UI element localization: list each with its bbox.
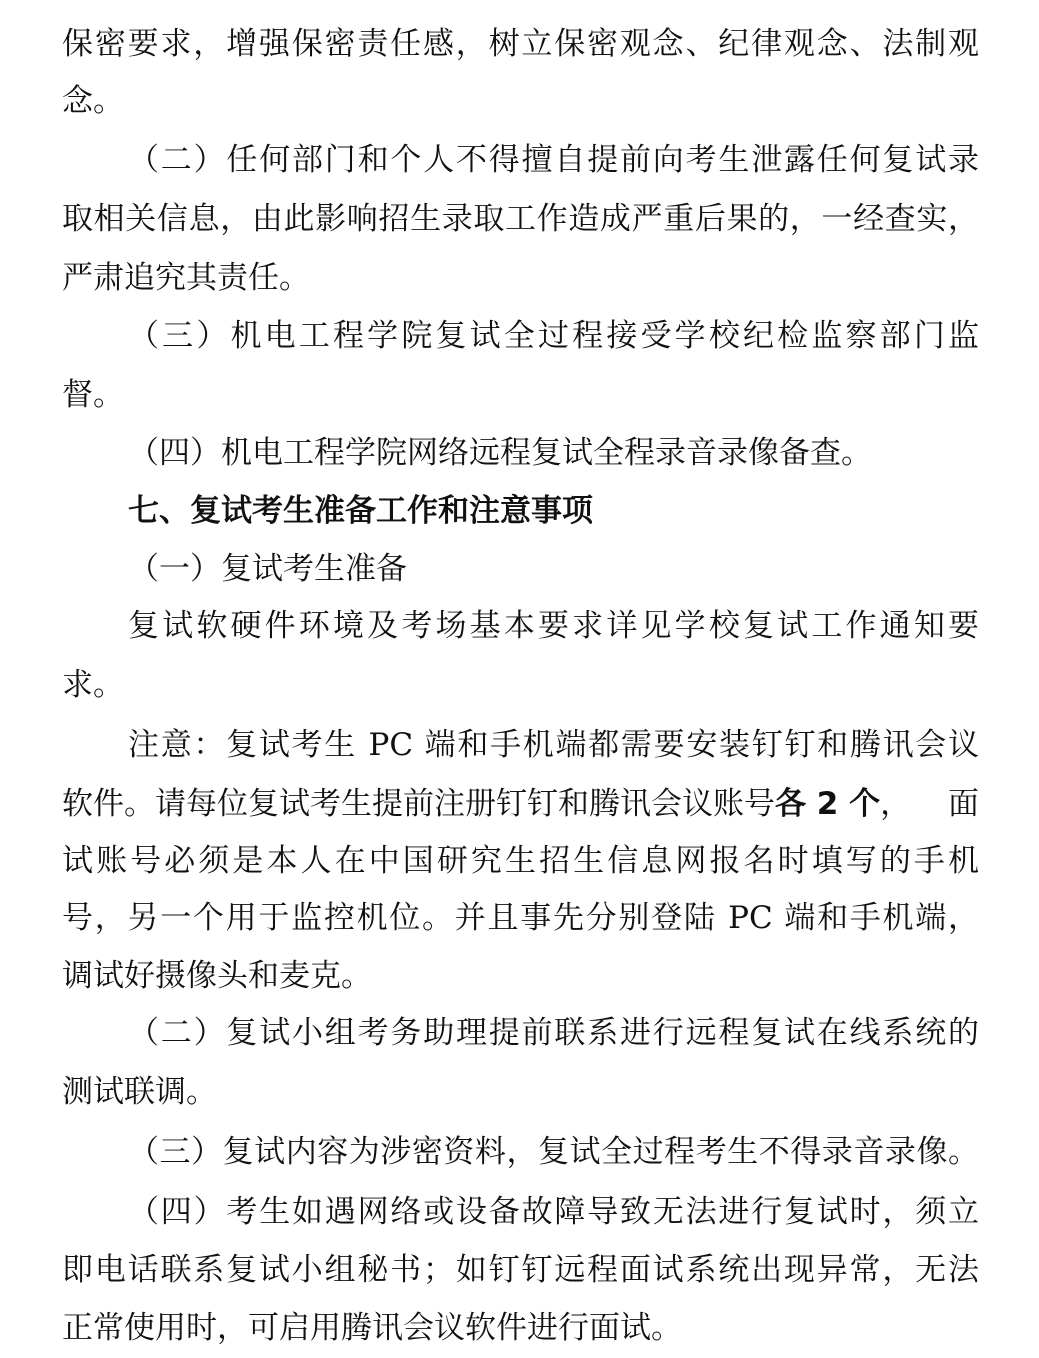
paragraph-line: （四）机电工程学院网络远程复试全程录音录像备查。 xyxy=(128,435,872,471)
paragraph-line: （四）考生如遇网络或设备故障导致无法进行复试时，须立 xyxy=(128,1194,979,1230)
line-text: 软件。请每位复试考生提前注册钉钉和腾讯会议账号 xyxy=(62,786,775,822)
paragraph-line: （二）复试小组考务助理提前联系进行远程复试在线系统的 xyxy=(128,1015,979,1051)
paragraph-line: 念。 xyxy=(62,83,124,119)
paragraph-line: 试账号必须是本人在中国研究生招生信息网报名时填写的手机 xyxy=(62,843,979,879)
line-text: ， xyxy=(880,786,912,822)
paragraph-line: 严肃追究其责任。 xyxy=(62,260,310,296)
paragraph-line: （三）机电工程学院复试全过程接受学校纪检监察部门监 xyxy=(128,318,979,354)
paragraph-line: 调试好摄像头和麦克。 xyxy=(62,958,372,994)
paragraph-line: （二）任何部门和个人不得擅自提前向考生泄露任何复试录 xyxy=(128,142,979,178)
paragraph-line: 号，另一个用于监控机位。并且事先分别登陆 PC 端和手机端， xyxy=(62,900,979,936)
emphasis-text: 各 2 个 xyxy=(775,786,881,822)
paragraph-line: 督。 xyxy=(62,377,124,413)
paragraph-line-with-emphasis xyxy=(62,775,979,833)
line-text: 面 xyxy=(948,786,979,822)
section-heading: 七、复试考生准备工作和注意事项 xyxy=(128,493,593,529)
paragraph-line: 正常使用时，可启用腾讯会议软件进行面试。 xyxy=(62,1310,682,1346)
paragraph-line: 取相关信息，由此影响招生录取工作造成严重后果的，一经查实， xyxy=(62,201,979,237)
paragraph-line: 求。 xyxy=(62,667,124,703)
paragraph-line: 复试软硬件环境及考场基本要求详见学校复试工作通知要 xyxy=(128,608,979,644)
subsection-heading: （一）复试考生准备 xyxy=(128,551,407,587)
paragraph-line: 保密要求，增强保密责任感，树立保密观念、纪律观念、法制观 xyxy=(62,26,979,62)
paragraph-line: 即电话联系复试小组秘书；如钉钉远程面试系统出现异常，无法 xyxy=(62,1252,979,1288)
paragraph-line: （三）复试内容为涉密资料，复试全过程考生不得录音录像。 xyxy=(128,1134,979,1170)
paragraph-line: 测试联调。 xyxy=(62,1074,217,1110)
paragraph-line: 注意：复试考生 PC 端和手机端都需要安装钉钉和腾讯会议 xyxy=(128,727,979,763)
